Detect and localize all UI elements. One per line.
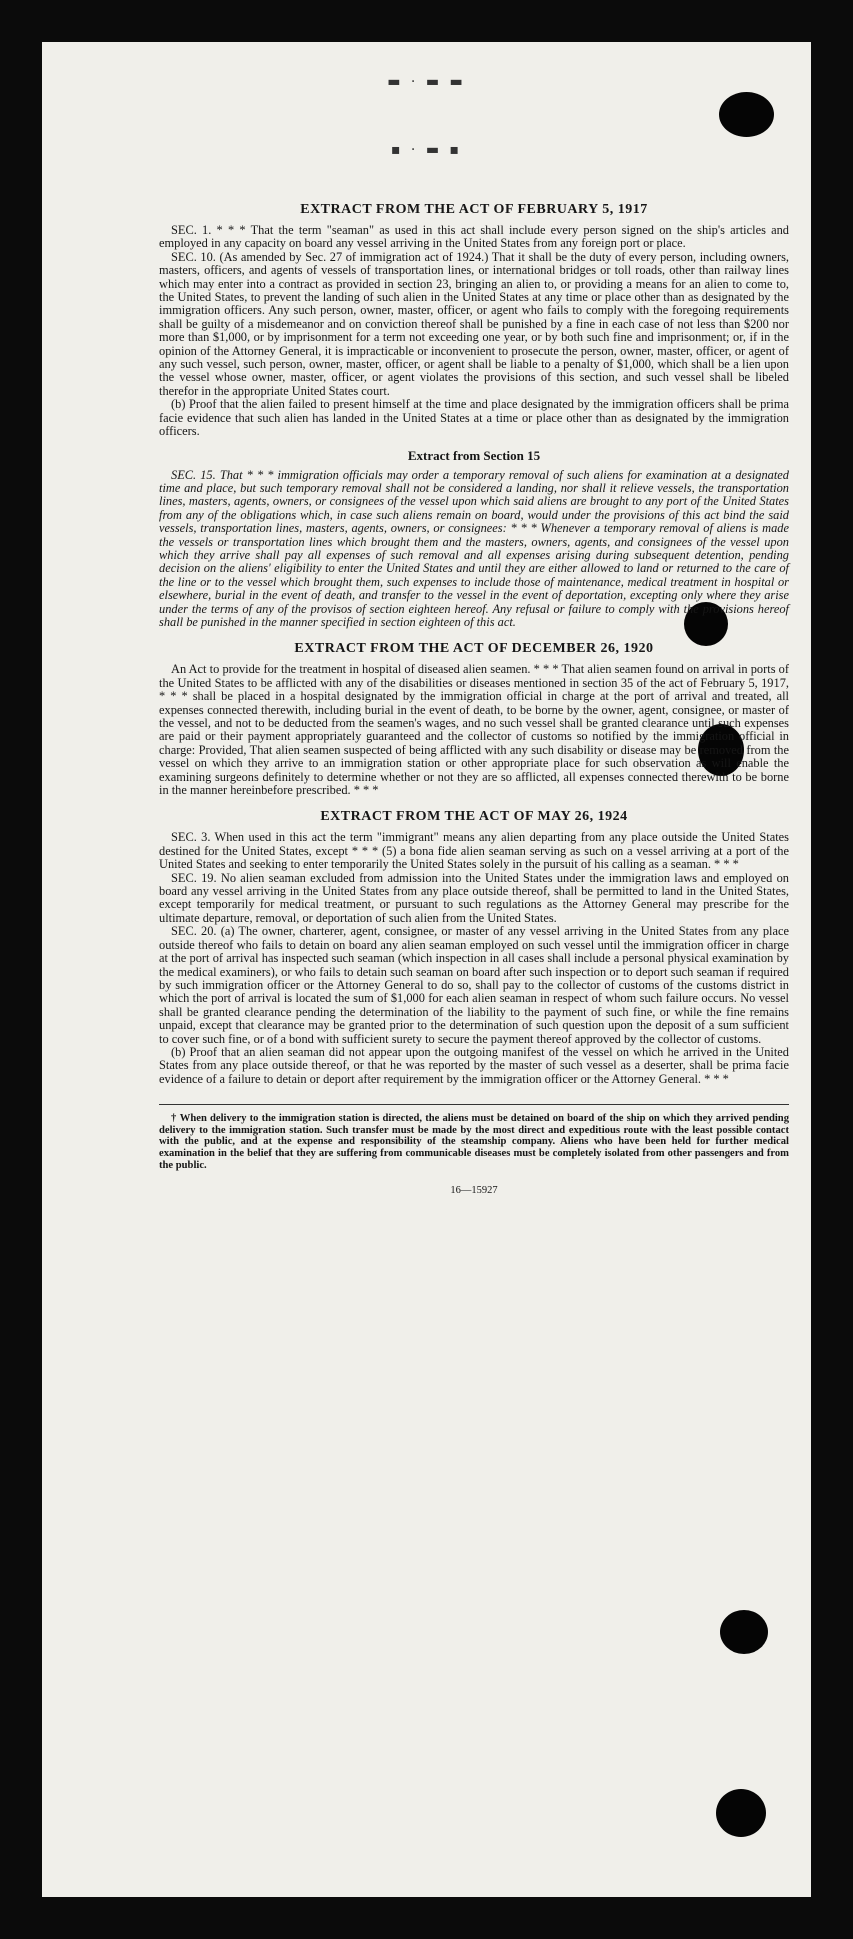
page-code: 16—15927 bbox=[450, 1185, 498, 1197]
document-body bbox=[159, 190, 789, 1196]
footnote-divider bbox=[159, 1104, 789, 1105]
punch-hole bbox=[720, 1610, 768, 1654]
paragraph-sec-3: SEC. 3. When used in this act the term "immigrant" means any alien departing from any place outside the United States destined for the United States, except * * * (5) a bona fide alien seaman serving as such on a vessel arriving at a port of the United States and seeking to enter temporarily the United States solely in the pursuit of his calling as a seaman. * * * bbox=[159, 830, 789, 872]
punch-hole bbox=[719, 92, 774, 137]
paragraph-sec-20-b: (b) Proof that an alien seaman did not appear upon the outgoing manifest of the vessel on which he arrived in the United States from any place outside thereof, or that he was reported by the master of such vessel as a deserter, shall be prima facie evidence of a failure to detain or deport after requirement by the immigration officer or the Attorney General. * * * bbox=[159, 1044, 789, 1086]
paragraph-sec-1: SEC. 1. * * * That the term "seaman" as used in this act shall include every person signed on the ship's articles and employed in any capacity on board any vessel arriving in the United States from any foreign port or place. bbox=[159, 223, 789, 251]
heading-act-1917: EXTRACT FROM THE ACT OF FEBRUARY 5, 1917 bbox=[300, 202, 648, 217]
heading-act-1924: EXTRACT FROM THE ACT OF MAY 26, 1924 bbox=[320, 809, 628, 825]
paragraph-sec-10: SEC. 10. (As amended by Sec. 27 of immigration act of 1924.) That it shall be the duty of every person, including owners, masters, officers, and agents of vessels of transportation lines, or international bridges or toll roads, other than railway lines which may enter into a contract as provided in section 23, bringing an alien to, or providing a means for an alien to come to, the United States, to prevent the landing of such alien in the United States at any time or place other than as designated by the immigration officers. Any such person, owner, master, officer, or agent who fails to comply with the foregoing requirements shall be guilty of a misdemeanor and on conviction thereof shall be punished by a fine in each case of not less than $200 nor more than $1,000, or by imprisonment for a term not exceeding one year, or by both such fine and imprisonment; or, if in the opinion of the Attorney General, it is impracticable or inconvenient to prosecute the person, owner, master, officer, or agent of any such vessel, such person, owner, master, officer, or agent shall be liable to a penalty of $1,000, which shall be a lien upon the vessel whose owner, master, officer, or agent violates the provisions of this section, and such vessel shall be libeled therefor in the appropriate United States court. bbox=[159, 249, 789, 398]
heading-act-1920: EXTRACT FROM THE ACT OF DECEMBER 26, 1920 bbox=[294, 641, 654, 657]
paragraph-sec-10-b: (b) Proof that the alien failed to present himself at the time and place designated by the immigration officers shall be prima facie evidence that such alien has landed in the United States at a time or place other than as designated by the immigration officers. bbox=[159, 397, 789, 439]
paragraph-sec-19: SEC. 19. No alien seaman excluded from admission into the United States under the immigration laws and employed on board any vessel arriving in the United States from any place outside thereof, shall be permitted to land in the United States, except temporarily for medical treatment, or pursuant to such regulations as the Attorney General may prescribe for the ultimate departure, removal, or deportation of such alien from the United States. bbox=[159, 870, 789, 925]
paragraph-act-1920: An Act to provide for the treatment in hospital of diseased alien seamen. * * * That alien seamen found on arrival in ports of the United States to be afflicted with any of the disabilities or diseases mentioned in section 35 of the act of February 5, 1917, * * * shall be placed in a hospital designated by the immigration official in charge at the port of arrival and treated, all expenses connected therewith, including burial in the event of death, to be borne by the owner, agent, consignee, or master of the vessel, and not to be deducted from the seamen's wages, and no such vessel shall be granted clearance until such expenses are paid or their payment appropriately guaranteed and the collector of customs so notified by the immigration official in charge: Provided, That alien seamen suspected of being afflicted with any such disability or disease may be removed from the vessel on which they arrive to an immigration station or other appropriate place for such observation as will enable the examining surgeons definitely to determine whether or not they are so afflicted, all expenses connected therewith to be borne in the manner hereinbefore prescribed. * * * bbox=[159, 662, 789, 798]
paragraph-sec-15: SEC. 15. That * * * immigration officials may order a temporary removal of such aliens for examination at a designated time and place, but such temporary removal shall not be considered a landing, nor shall it relieve vessels, the transportation lines, masters, agents, owners, or consignees of the vessel upon which said aliens are brought to any port of the United States from any of the obligations which, in case such aliens remain on board, would under the provisions of this act bind the said vessels, transportation lines, masters, agents, owners, or consignees: * * * Whenever a temporary removal of aliens is made the vessels or transportation lines which brought them and the masters, owners, agents, and consignees of the vessel upon which they arrive shall pay all expenses of such removal and all expenses arising during subsequent detention, pending decision on the aliens' eligibility to enter the United States and until they are either allowed to land or returned to the care of the line or to the vessel which brought them, such expenses to include those of maintenance, medical treatment in hospital or elsewhere, burial in the event of death, and transfer to the vessel in the event of deportation, excepting only where they arise under the terms of any of the provisos of section eighteen hereof. Any refusal or failure to comply with the provisions hereof shall be punished in the manner specified in section eighteen of this act. bbox=[159, 467, 789, 629]
document-page bbox=[42, 42, 811, 1897]
footnote: † When delivery to the immigration station is directed, the aliens must be detained on board of the ship on which they arrived pending delivery to the immigration station. Such transfer must be made by the most direct and expeditious route with the least possible contact with the public, and at the expense and responsibility of the steamship company. Aliens who have been held for further medical examination in the belief that they are suffering from communicable diseases must be completely isolated from other passengers and from the public. bbox=[159, 1113, 789, 1171]
punch-hole bbox=[716, 1789, 766, 1837]
paragraph-sec-20-a: SEC. 20. (a) The owner, charterer, agent, consignee, or master of any vessel arriving in the United States from any place outside thereof who fails to detain on board any alien seaman employed on such vessel until the immigration officer in charge at the port of arrival has inspected such seaman (which inspection in all cases shall include a personal physical examination by the medical examiners), or who fails to detain such seaman on board after such inspection or to deport such seaman if required by such immigration officer or the Attorney General to do so, shall pay to the collector of customs of the customs district in which the port of arrival is located the sum of $1,000 for each alien seaman in respect of whom such failure occurs. No vessel shall be granted clearance pending the determination of the liability to the payment of such fine, or while the fine remains unpaid, except that clearance may be granted prior to the determination of such question upon the deposit of a sum sufficient to cover such fine, or of a bond with sufficient surety to secure the payment thereof approved by the collector of customs. bbox=[159, 924, 789, 1046]
subheading-section-15: Extract from Section 15 bbox=[407, 447, 541, 463]
punch-marks-top: ▬ · ▬ ▬ bbox=[387, 74, 466, 90]
punch-marks-second: ▪ · ▬ ▪ bbox=[390, 142, 462, 158]
